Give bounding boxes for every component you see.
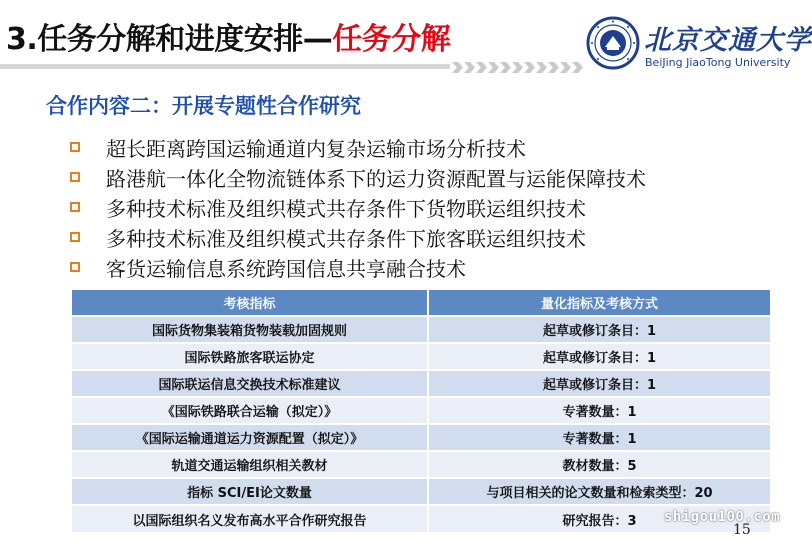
table-row [72, 478, 770, 505]
table-row [72, 397, 770, 424]
chevron-right-icon [536, 62, 547, 73]
table-row [72, 451, 770, 478]
list-item [70, 162, 646, 192]
table-cell-indicator: 《国际运输通道运力资源配置（拟定）》 [72, 424, 428, 451]
table-row [72, 424, 770, 451]
slide-header [0, 0, 812, 82]
square-bullet-icon [70, 142, 80, 152]
list-item-text: 多种技术标准及组织模式共存条件下货物联运组织技术 [106, 196, 586, 221]
list-item [70, 132, 646, 162]
table-cell-method: 起草或修订条目：1 [428, 370, 770, 397]
assessment-table [72, 290, 770, 532]
title-dash: — [302, 22, 333, 57]
title-accent: 任务分解 [332, 22, 451, 57]
chevron-right-icon [452, 62, 463, 73]
watermark: shigou100.com [664, 509, 781, 525]
table-cell-method: 教材数量：5 [428, 451, 770, 478]
university-name-en: BeiJing JiaoTong University [645, 56, 791, 69]
square-bullet-icon [70, 262, 80, 272]
list-item-text: 路港航一体化全物流链体系下的运力资源配置与运能保障技术 [106, 166, 646, 191]
list-item-text: 多种技术标准及组织模式共存条件下旅客联运组织技术 [106, 226, 586, 251]
table-cell-method: 研究报告：3 [428, 505, 770, 532]
chevron-right-icon [476, 62, 487, 73]
table-cell-indicator: 国际铁路旅客联运协定 [72, 343, 428, 370]
list-item [70, 252, 646, 282]
list-item-text: 超长距离跨国运输通道内复杂运输市场分析技术 [106, 136, 526, 161]
title-underline [0, 64, 450, 69]
table-cell-method: 与项目相关的论文数量和检索类型：20 [428, 478, 770, 505]
table-cell-indicator: 指标 SCI/EI论文数量 [72, 478, 428, 505]
page-number: 15 [733, 522, 751, 538]
chevron-right-icon [524, 62, 535, 73]
table-cell-indicator: 《国际铁路联合运输（拟定）》 [72, 397, 428, 424]
university-seal-icon [586, 16, 640, 70]
table-cell-indicator: 轨道交通运输组织相关教材 [72, 451, 428, 478]
chevron-right-icon [572, 62, 583, 73]
list-item [70, 222, 646, 252]
table-cell-indicator: 国际货物集装箱货物装载加固规则 [72, 316, 428, 343]
university-name-cn: 北京交通大学 [644, 25, 812, 56]
chevron-right-icon [500, 62, 511, 73]
table-row [72, 316, 770, 343]
table-row [72, 370, 770, 397]
chevron-right-icon [488, 62, 499, 73]
table-cell-indicator: 国际联运信息交换技术标准建议 [72, 370, 428, 397]
slide-title [6, 14, 450, 58]
table-cell-method: 起草或修订条目：1 [428, 343, 770, 370]
column-header-method: 量化指标及考核方式 [428, 290, 770, 316]
table-cell-indicator: 以国际组织名义发布高水平合作研究报告 [72, 505, 428, 532]
table-cell-method: 专著数量：1 [428, 397, 770, 424]
square-bullet-icon [70, 172, 80, 182]
chevron-right-icon [512, 62, 523, 73]
chevron-right-icon [548, 62, 559, 73]
table-header-row [72, 290, 770, 316]
bullet-list [70, 132, 646, 282]
table-cell-method: 专著数量：1 [428, 424, 770, 451]
column-header-indicator: 考核指标 [72, 290, 428, 316]
square-bullet-icon [70, 202, 80, 212]
section-title: 合作内容二：开展专题性合作研究 [46, 94, 361, 118]
chevron-strip [452, 62, 583, 73]
table-cell-method: 起草或修订条目：1 [428, 316, 770, 343]
list-item [70, 192, 646, 222]
chevron-right-icon [464, 62, 475, 73]
table-row [72, 343, 770, 370]
square-bullet-icon [70, 232, 80, 242]
title-main: 3.任务分解和进度安排 [6, 22, 303, 57]
list-item-text: 客货运输信息系统跨国信息共享融合技术 [106, 256, 466, 281]
chevron-right-icon [560, 62, 571, 73]
